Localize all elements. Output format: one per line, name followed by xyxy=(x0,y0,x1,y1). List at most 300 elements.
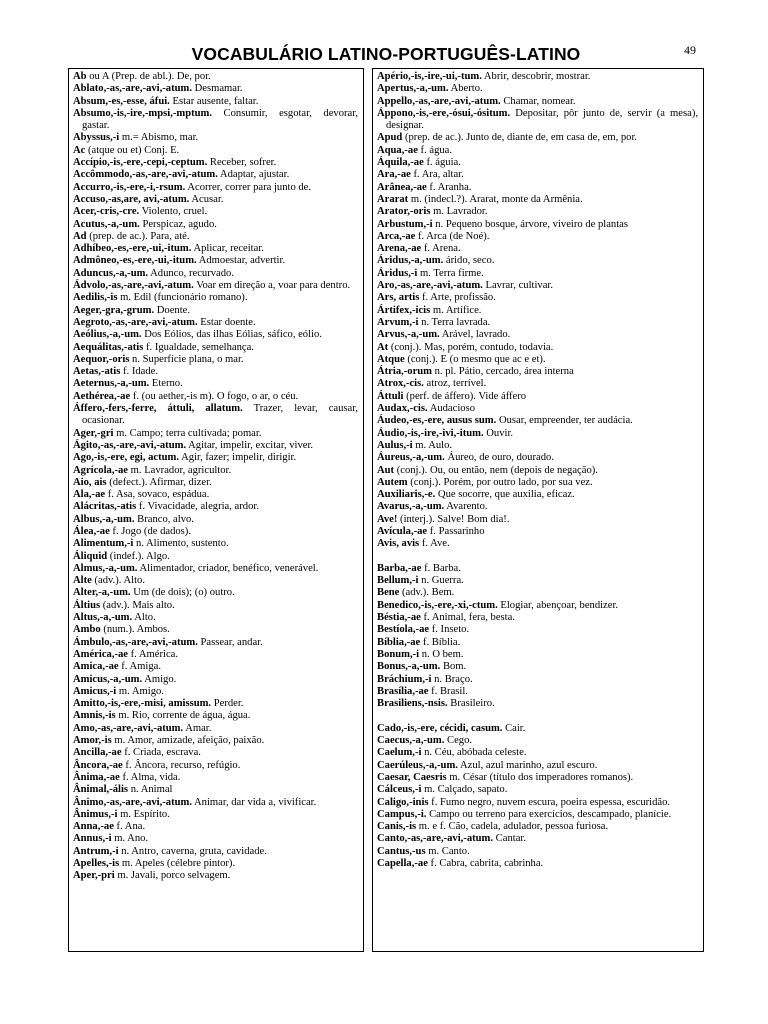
entry-headword: Absumo,-is,-ire,-mpsi,-mptum. xyxy=(73,107,212,119)
entry-headword: Cantus,-us xyxy=(377,845,426,857)
entry-definition: (conj.). Porém, por outro lado, por sua vez. xyxy=(407,476,593,488)
dictionary-entry xyxy=(73,674,358,686)
entry-definition: m. Amor, amizade, afeição, paixão. xyxy=(111,735,265,747)
entry-headword: Ancilla,-ae xyxy=(73,747,122,759)
entry-headword: Annus,-i xyxy=(73,833,112,845)
entry-headword: Caecus,-a,-um. xyxy=(377,735,445,747)
entry-headword: Brasiliens,-nsis. xyxy=(377,698,448,710)
entry-definition: Acorrer, correr para junto de. xyxy=(185,181,312,193)
entry-headword: Appello,-as,-are,-avi,-atum. xyxy=(377,95,501,107)
entry-headword: Cado,-is,-ere, cécidi, casum. xyxy=(377,722,503,734)
dictionary-entry xyxy=(73,612,358,624)
entry-headword: Áridus,-a,-um. xyxy=(377,255,444,267)
entry-headword: Áffero,-fers,-ferre, áttuli, allatum. xyxy=(73,403,243,415)
dictionary-entry xyxy=(377,108,698,133)
dictionary-entry xyxy=(73,846,358,858)
entry-definition: n. Braço. xyxy=(431,673,473,685)
dictionary-entry xyxy=(377,563,698,575)
entry-definition: m. Campo; terra cultivada; pomar. xyxy=(113,427,262,439)
entry-definition: f. Animal, fera, besta. xyxy=(420,612,515,624)
entry-headword: Avícula,-ae xyxy=(377,525,428,537)
entry-definition: Áureo, de ouro, dourado. xyxy=(444,452,554,464)
dictionary-entry xyxy=(73,391,358,403)
dictionary-entry xyxy=(377,428,698,440)
entry-definition: Chamar, nomear. xyxy=(500,95,576,107)
page-number: 49 xyxy=(684,43,696,57)
entry-definition: (adv.). Mais alto. xyxy=(100,599,175,611)
entry-headword: Aeternus,-a,-um. xyxy=(73,378,150,390)
page-title: VOCABULÁRIO LATINO-PORTUGUÊS-LATINO xyxy=(191,44,581,64)
left-column xyxy=(68,68,364,952)
entry-definition: m. Rio, corrente de água, água. xyxy=(115,710,251,722)
dictionary-entry xyxy=(73,809,358,821)
dictionary-entry xyxy=(377,637,698,649)
entry-definition: Arável, lavrado. xyxy=(439,329,511,341)
entry-headword: Capella,-ae xyxy=(377,858,428,869)
entry-definition: Violento, cruel. xyxy=(139,206,208,218)
dictionary-entry xyxy=(73,624,358,636)
entry-headword: Acutus,-a,-um. xyxy=(73,218,140,230)
entry-definition: m. Canto. xyxy=(425,845,470,857)
dictionary-entry xyxy=(73,661,358,673)
entry-headword: Áridus,-i xyxy=(377,267,418,279)
entry-headword: Béstia,-ae xyxy=(377,612,421,624)
dictionary-entry xyxy=(73,489,358,501)
entry-definition: n. Terra lavrada. xyxy=(418,316,491,328)
entry-headword: Altus,-a,-um. xyxy=(73,612,133,624)
entry-definition: ou A (Prep. de abl.). De, por. xyxy=(86,71,211,82)
entry-definition: (conj.). Mas, porém, contudo, todavia. xyxy=(388,341,554,353)
dictionary-entry xyxy=(73,772,358,784)
entry-headword: Ararat xyxy=(377,193,409,205)
entry-definition: m. César (título dos imperadores romanos). xyxy=(446,771,634,783)
entry-definition: (perf. de áffero). Vide áffero xyxy=(403,390,527,402)
dictionary-entry xyxy=(377,354,698,366)
entry-headword: Amica,-ae xyxy=(73,661,119,673)
entry-definition: (conj.). E (o mesmo que ac e et). xyxy=(404,353,546,365)
dictionary-entry xyxy=(73,219,358,231)
entry-headword: Absum,-es,-esse, áfui. xyxy=(73,95,170,107)
dictionary-entry xyxy=(377,760,698,772)
dictionary-entry xyxy=(377,305,698,317)
dictionary-entry xyxy=(73,378,358,390)
dictionary-entry xyxy=(377,378,698,390)
section-gap xyxy=(377,551,698,563)
entry-definition: f. Igualdade, semelhança. xyxy=(143,341,254,353)
entry-definition: (defect.). Afirmar, dizer. xyxy=(106,476,212,488)
entry-definition: f. Cabra, cabrita, cabrinha. xyxy=(427,858,544,869)
dictionary-entry xyxy=(377,96,698,108)
entry-definition: f. Bíblia. xyxy=(420,636,461,648)
entry-headword: Alte xyxy=(73,575,92,587)
entry-definition: Avarento. xyxy=(444,501,488,513)
entry-definition: Depositar, pôr junto de, servir (a mesa), designar. xyxy=(386,107,698,132)
entry-headword: Amo,-as,-are,-avi,-atum. xyxy=(73,722,184,734)
dictionary-entry xyxy=(377,71,698,83)
entry-headword: Accuso,-as,are, avi,-atum. xyxy=(73,193,190,205)
entry-definition: f. água. xyxy=(417,144,453,156)
dictionary-entry xyxy=(73,551,358,563)
entry-definition: (atque ou et) Conj. E. xyxy=(85,144,180,156)
entry-headword: Bestíola,-ae xyxy=(377,624,430,636)
entry-headword: Apud xyxy=(377,132,403,144)
entry-headword: Ambo xyxy=(73,624,101,636)
entry-headword: Ânimo,-as,-are,-avi,-atum. xyxy=(73,796,192,808)
entry-definition: Agitar, impelir, excitar, viver. xyxy=(186,439,314,451)
entry-headword: Bellum,-i xyxy=(377,575,419,587)
entry-definition: (interj.). Salve! Bom dia!. xyxy=(397,513,510,525)
dictionary-entry xyxy=(377,501,698,513)
dictionary-entry xyxy=(377,206,698,218)
entry-headword: Barba,-ae xyxy=(377,562,422,574)
dictionary-entry xyxy=(73,747,358,759)
entry-headword: Caligo,-inis xyxy=(377,796,429,808)
entry-definition: n. Animal xyxy=(128,784,173,796)
entry-definition: Voar em direção a, voar para dentro. xyxy=(193,280,351,292)
entry-headword: Apelles,-is xyxy=(73,858,120,869)
entry-headword: Ars, artis xyxy=(377,292,420,304)
dictionary-entry xyxy=(73,760,358,772)
entry-headword: Áudio,-is,-ire,-ivi,-itum. xyxy=(377,427,484,439)
entry-headword: Aduncus,-a,-um. xyxy=(73,267,149,279)
entry-headword: Adhíbeo,-es,-ere,-ui,-itum. xyxy=(73,243,192,255)
dictionary-entry xyxy=(73,821,358,833)
dictionary-entry xyxy=(377,587,698,599)
dictionary-entry xyxy=(377,132,698,144)
dictionary-entry xyxy=(73,501,358,513)
dictionary-entry xyxy=(377,661,698,673)
entry-headword: Atque xyxy=(377,353,405,365)
dictionary-entry xyxy=(73,280,358,292)
entry-definition: (prep. de ac.). Para, até. xyxy=(86,230,190,242)
dictionary-entry xyxy=(377,600,698,612)
entry-headword: Aedilis,-is xyxy=(73,292,118,304)
entry-headword: Apério,-is,-ire,-ui,-tum. xyxy=(377,71,482,82)
dictionary-entry xyxy=(73,477,358,489)
dictionary-entry xyxy=(73,255,358,267)
entry-headword: América,-ae xyxy=(73,648,128,660)
entry-headword: Canis,-is xyxy=(377,821,417,833)
entry-definition: m. Calçado, sapato. xyxy=(421,784,508,796)
entry-definition: n. Alimento, sustento. xyxy=(133,538,229,550)
dictionary-entry xyxy=(377,821,698,833)
dictionary-entry xyxy=(377,526,698,538)
entry-definition: Ousar, empreender, ter audácia. xyxy=(496,415,633,427)
entry-headword: Bíblia,-ae xyxy=(377,636,421,648)
entry-definition: m. (indecl.?). Ararat, monte da Armênia. xyxy=(408,193,583,205)
entry-headword: Alimentum,-i xyxy=(73,538,134,550)
entry-definition: Estar doente. xyxy=(197,316,256,328)
entry-definition: f. Arca (de Noé). xyxy=(415,230,490,242)
entry-headword: Acer,-cris,-cre. xyxy=(73,206,140,218)
entry-definition: Admoestar, advertir. xyxy=(196,255,286,267)
dictionary-entry xyxy=(73,637,358,649)
dictionary-entry xyxy=(377,231,698,243)
entry-definition: f. (ou aether,-is m). O fogo, o ar, o céu. xyxy=(130,390,299,402)
entry-definition: Aplicar, receitar. xyxy=(191,243,264,255)
entry-headword: Almus,-a,-um. xyxy=(73,562,138,574)
dictionary-entry xyxy=(73,354,358,366)
dictionary-entry xyxy=(73,157,358,169)
entry-definition: Alimentador, criador, benéfico, venerável. xyxy=(137,562,319,574)
entry-headword: Ager,-gri xyxy=(73,427,114,439)
dictionary-entry xyxy=(377,477,698,489)
entry-definition: m. Artífice. xyxy=(430,304,482,316)
entry-definition: m. Amigo. xyxy=(116,685,164,697)
entry-definition: Campo ou terreno para exercícios, descampado, planície. xyxy=(426,808,672,820)
dictionary-entry xyxy=(377,674,698,686)
dictionary-entry xyxy=(73,243,358,255)
dictionary-entry xyxy=(377,219,698,231)
entry-headword: Accípio,-is,-ere,-cepi,-ceptum. xyxy=(73,157,208,169)
entry-headword: Bonus,-a,-um. xyxy=(377,661,441,673)
dictionary-entry xyxy=(73,538,358,550)
dictionary-entry xyxy=(73,342,358,354)
dictionary-entry xyxy=(73,575,358,587)
entry-headword: Aequor,-oris xyxy=(73,353,130,365)
entry-definition: Eterno. xyxy=(149,378,183,390)
entry-definition: Receber, sofrer. xyxy=(207,157,277,169)
entry-definition: n. pl. Pátio, cercado, área interna xyxy=(432,366,574,378)
entry-headword: Campus,-i. xyxy=(377,808,427,820)
entry-headword: Amnis,-is xyxy=(73,710,116,722)
dictionary-entry xyxy=(377,809,698,821)
dictionary-entry xyxy=(73,145,358,157)
entry-headword: Amitto,-is,-ere,-misi, amissum. xyxy=(73,698,212,710)
dictionary-entry xyxy=(73,833,358,845)
dictionary-entry xyxy=(377,575,698,587)
entry-definition: m. Apeles (célebre pintor). xyxy=(119,858,236,869)
entry-definition: Doente. xyxy=(154,304,190,316)
entry-headword: Ac xyxy=(73,144,86,156)
entry-headword: Audax,-cis. xyxy=(377,403,428,415)
entry-definition: f. Ara, altar. xyxy=(410,169,464,181)
dictionary-entry xyxy=(377,182,698,194)
entry-headword: Agrícola,-ae xyxy=(73,464,129,476)
page-header xyxy=(68,40,704,68)
entry-definition: m. Lavrador, agricultor. xyxy=(128,464,232,476)
entry-definition: f. Fumo negro, nuvem escura, poeira espessa, escuridão. xyxy=(428,796,671,808)
entry-definition: f. Âncora, recurso, refúgio. xyxy=(122,759,241,771)
entry-headword: Aetas,-atis xyxy=(73,366,121,378)
entry-definition: f. Jogo (de dados). xyxy=(109,525,191,537)
entry-headword: Aethérea,-ae xyxy=(73,390,131,402)
entry-headword: Arca,-ae xyxy=(377,230,416,242)
entry-headword: Bonum,-i xyxy=(377,648,420,660)
entry-headword: Ágito,-as,-are,-avi,-atum. xyxy=(73,439,187,451)
entry-headword: Canto,-as,-are,-avi,-atum. xyxy=(377,833,494,845)
section-gap xyxy=(377,710,698,722)
dictionary-entry xyxy=(73,292,358,304)
entry-headword: Apertus,-a,-um. xyxy=(377,83,449,95)
entry-headword: Áppono,-is,-ere,-ósui,-ósitum. xyxy=(377,107,511,119)
entry-headword: Accurro,-is,-ere,-i,-rsum. xyxy=(73,181,186,193)
dictionary-entry xyxy=(73,132,358,144)
entry-definition: Amigo. xyxy=(142,673,177,685)
dictionary-entry xyxy=(73,797,358,809)
entry-headword: Avis, avis xyxy=(377,538,420,550)
entry-definition: n. O bem. xyxy=(419,648,464,660)
dictionary-entry xyxy=(73,514,358,526)
dictionary-entry xyxy=(73,440,358,452)
entry-definition: Animar, dar vida a, vivificar. xyxy=(191,796,317,808)
dictionary-entry xyxy=(73,563,358,575)
entry-headword: Bene xyxy=(377,587,400,599)
dictionary-entry xyxy=(73,403,358,428)
entry-definition: (prep. de ac.). Junto de, diante de, em casa de, em, por. xyxy=(402,132,638,144)
entry-definition: Adaptar, ajustar. xyxy=(217,169,290,181)
dictionary-entry xyxy=(377,612,698,624)
entry-headword: Avarus,-a,-um. xyxy=(377,501,445,513)
dictionary-entry xyxy=(377,145,698,157)
dictionary-entry xyxy=(73,268,358,280)
dictionary-entry xyxy=(377,415,698,427)
dictionary-entry xyxy=(377,169,698,181)
dictionary-entry xyxy=(377,391,698,403)
dictionary-entry xyxy=(73,206,358,218)
dictionary-entry xyxy=(377,292,698,304)
entry-headword: Ânimal,-ális xyxy=(73,784,129,796)
dictionary-entry xyxy=(377,403,698,415)
entry-headword: Ámbulo,-as,-are,-avi,-atum. xyxy=(73,636,198,648)
dictionary-entry xyxy=(73,600,358,612)
entry-headword: Accômmodo,-as,-are,-avi,-atum. xyxy=(73,169,218,181)
entry-headword: Áttuli xyxy=(377,390,404,402)
entry-headword: Caelum,-i xyxy=(377,747,422,759)
entry-headword: At xyxy=(377,341,389,353)
dictionary-entry xyxy=(377,342,698,354)
entry-definition: (conj.). Ou, ou então, nem (depois de negação). xyxy=(394,464,598,476)
entry-headword: Amor,-is xyxy=(73,735,112,747)
dictionary-entry xyxy=(73,194,358,206)
dictionary-entry xyxy=(377,846,698,858)
entry-headword: Benedico,-is,-ere,-xi,-ctum. xyxy=(377,599,498,611)
entry-headword: Áliquid xyxy=(73,550,108,562)
dictionary-entry xyxy=(377,194,698,206)
entry-headword: Alácritas,-atis xyxy=(73,501,137,513)
dictionary-entry xyxy=(377,797,698,809)
entry-headword: Arvus,-a,-um. xyxy=(377,329,440,341)
entry-definition: f. Aranha. xyxy=(426,181,472,193)
dictionary-entry xyxy=(377,624,698,636)
entry-headword: Caerúleus,-a,-um. xyxy=(377,759,458,771)
dictionary-entry xyxy=(73,649,358,661)
dictionary-entry xyxy=(377,452,698,464)
dictionary-entry xyxy=(73,710,358,722)
entry-definition: Dos Eólios, das ilhas Eólias, sáfico, eólio. xyxy=(141,329,322,341)
dictionary-entry xyxy=(377,784,698,796)
dictionary-entry xyxy=(377,772,698,784)
dictionary-entry xyxy=(73,108,358,133)
dictionary-entry xyxy=(377,83,698,95)
dictionary-entry xyxy=(73,452,358,464)
entry-headword: Brasília,-ae xyxy=(377,685,429,697)
entry-definition: Alto. xyxy=(132,612,156,624)
entry-headword: Aequálitas,-atis xyxy=(73,341,144,353)
entry-definition: (num.). Ambos. xyxy=(100,624,170,636)
entry-headword: Anna,-ae xyxy=(73,821,114,833)
entry-definition: f. Vivacidade, alegria, ardor. xyxy=(136,501,259,513)
entry-headword: Admôneo,-es,-ere,-ui,-itum. xyxy=(73,255,197,267)
dictionary-entry xyxy=(377,440,698,452)
dictionary-entry xyxy=(377,255,698,267)
entry-definition: f. Ave. xyxy=(419,538,450,550)
entry-definition: f. Barba. xyxy=(421,562,461,574)
entry-definition: f. América. xyxy=(128,648,179,660)
entry-definition: Lavrar, cultivar. xyxy=(482,280,553,292)
dictionary-entry xyxy=(73,83,358,95)
dictionary-entry xyxy=(377,465,698,477)
entry-headword: Atrox,-cis. xyxy=(377,378,424,390)
dictionary-entry xyxy=(377,329,698,341)
dictionary-entry xyxy=(377,243,698,255)
entry-definition: Branco, alvo. xyxy=(134,513,194,525)
entry-definition: f. Inseto. xyxy=(429,624,470,636)
dictionary-entry xyxy=(377,686,698,698)
dictionary-entry xyxy=(73,71,358,83)
entry-headword: Ala,-ae xyxy=(73,489,106,501)
entry-definition: (adv.). Bem. xyxy=(399,587,455,599)
entry-definition: f. Passarinho xyxy=(427,525,485,537)
entry-headword: Auxiliaris,-e. xyxy=(377,489,436,501)
entry-headword: Antrum,-i xyxy=(73,845,119,857)
entry-headword: Ave! xyxy=(377,513,398,525)
entry-definition: m. Aulo. xyxy=(412,439,453,451)
entry-definition: Audacioso xyxy=(427,403,475,415)
entry-definition: Brasileiro. xyxy=(447,698,495,710)
dictionary-entry xyxy=(73,698,358,710)
entry-definition: n. Guerra. xyxy=(418,575,464,587)
entry-headword: Amicus,-a,-um. xyxy=(73,673,143,685)
dictionary-entry xyxy=(73,723,358,735)
entry-definition: Amar. xyxy=(183,722,212,734)
entry-headword: Ablato,-as,-are,-avi,-atum. xyxy=(73,83,192,95)
entry-headword: Aro,-as,-are,-avi,-atum. xyxy=(377,280,483,292)
entry-headword: Âncora,-ae xyxy=(73,759,123,771)
entry-definition: Perder. xyxy=(211,698,244,710)
dictionary-entry xyxy=(73,96,358,108)
entry-definition: n. Céu, abóbada celeste. xyxy=(421,747,527,759)
entry-definition: Cego. xyxy=(444,735,473,747)
entry-definition: f. águia. xyxy=(423,157,461,169)
entry-definition: f. Idade. xyxy=(120,366,159,378)
dictionary-entry xyxy=(73,735,358,747)
entry-headword: Aeger,-gra,-grum. xyxy=(73,304,155,316)
dictionary-entry xyxy=(377,280,698,292)
entry-definition: Abrir, descobrir, mostrar. xyxy=(481,71,591,82)
entry-definition: n. Superfície plana, o mar. xyxy=(129,353,244,365)
dictionary-entry xyxy=(73,465,358,477)
entry-headword: Arvum,-i xyxy=(377,316,419,328)
entry-definition: f. Arena. xyxy=(421,243,461,255)
entry-definition: Perspicaz, agudo. xyxy=(139,218,217,230)
entry-definition: Aberto. xyxy=(448,83,483,95)
entry-headword: Ânima,-ae xyxy=(73,771,120,783)
dictionary-entry xyxy=(73,686,358,698)
entry-headword: Aio, ais xyxy=(73,476,107,488)
entry-headword: Caesar, Caesris xyxy=(377,771,447,783)
entry-definition: Ouvir. xyxy=(483,427,514,439)
entry-definition: Que socorre, que auxilia, eficaz. xyxy=(435,489,575,501)
entry-definition: Bom. xyxy=(440,661,467,673)
entry-headword: Abyssus,-i xyxy=(73,132,120,144)
dictionary-entry xyxy=(377,747,698,759)
dictionary-entry xyxy=(73,784,358,796)
entry-headword: Aper,-pri xyxy=(73,870,115,882)
entry-definition: Um (de dois); (o) outro. xyxy=(130,587,235,599)
dictionary-entry xyxy=(377,366,698,378)
entry-headword: Átria,-orum xyxy=(377,366,433,378)
